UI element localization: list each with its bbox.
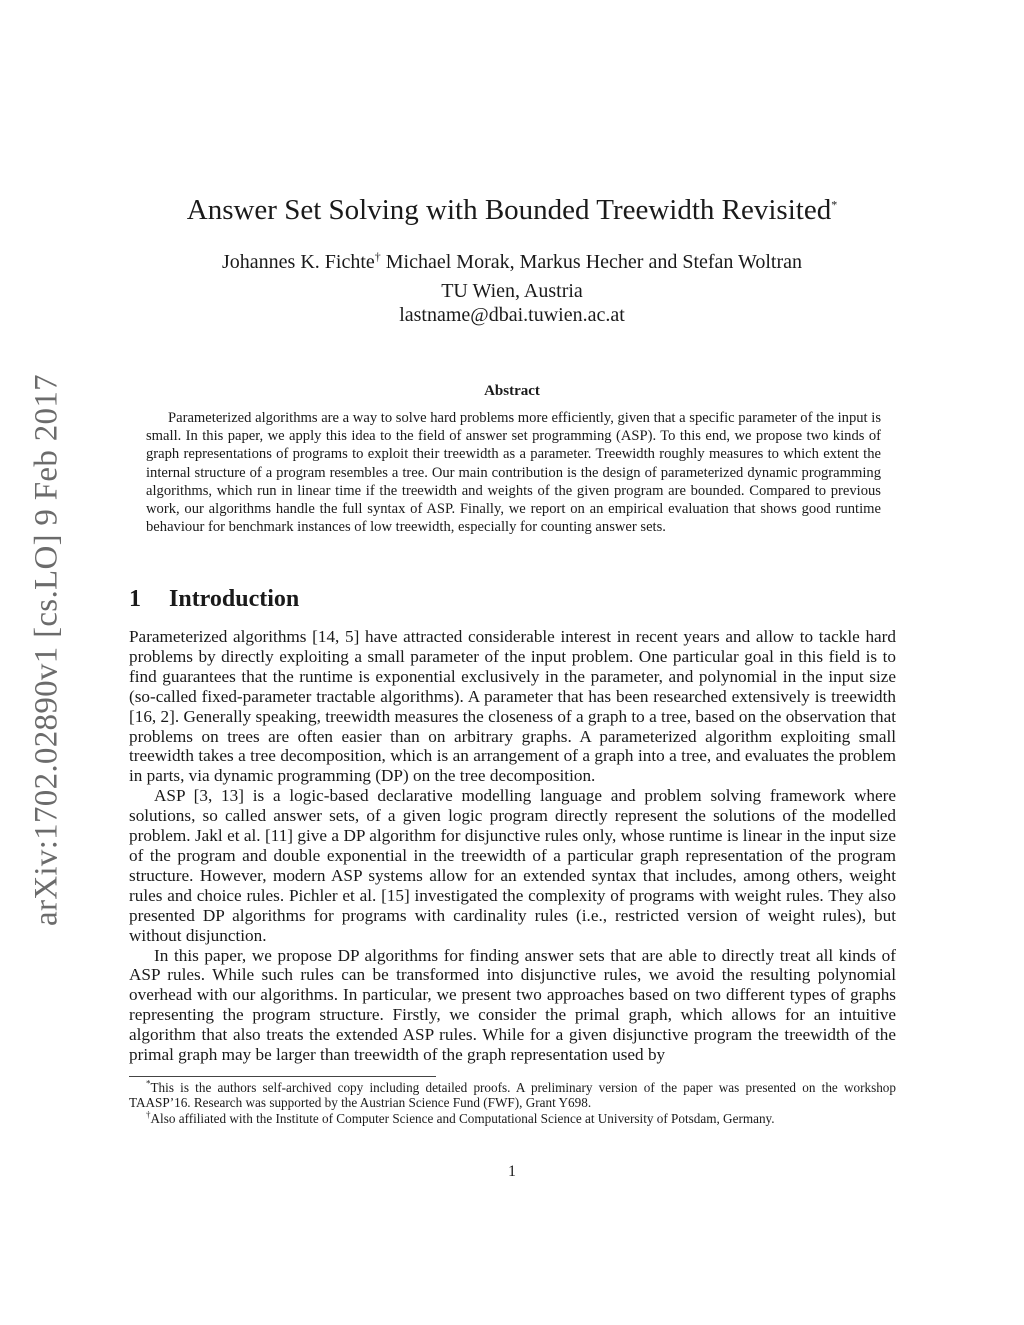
arxiv-identifier-stamp: arXiv:1702.02890v1 [cs.LO] 9 Feb 2017	[28, 374, 65, 926]
paper-title	[0, 190, 1024, 230]
paper-title-text: Answer Set Solving with Bounded Treewidth Revisited	[186, 194, 832, 226]
footnote-divider	[129, 1076, 436, 1077]
affiliation: TU Wien, Austria	[441, 280, 583, 302]
section-title: Introduction	[169, 586, 300, 612]
footnotes	[129, 1080, 896, 1126]
paragraph-1: Parameterized algorithms [14, 5] have attracted considerable interest in recent years and allow to tackle hard problems by directly exploiting a small parameter of the input problem. One particular goal in this field is to find guarantees that the runtime is exponential exclusively in the parameter, and polynomial in the input size (so-called fixed-parameter tractable algorithms). A parameter that has been researched extensively is treewidth [16, 2]. Generally speaking, treewidth measures the closeness of a graph to a tree, based on the observation that problems on trees are often easier than on arbitrary graphs. A parameterized algorithm exploiting small treewidth takes a tree decomposition, which is an arrangement of a graph into a tree, and evaluates the problem in parts, via dynamic programming (DP) on the tree decomposition.	[129, 627, 896, 786]
paragraph-3: In this paper, we propose DP algorithms for finding answer sets that are able to directly treat all kinds of ASP rules. While such rules can be transformed into disjunctive rules, we avoid the resulting polynomial overhead with our algorithms. In particular, we present two approaches based on two different types of graphs representing the program structure. Firstly, we consider the primal graph, which allows for an intuitive algorithm that also treats the extended ASP rules. While for a given disjunctive program the treewidth of the primal graph may be larger than treewidth of the graph representation used by	[129, 945, 896, 1065]
section-number: 1	[129, 586, 141, 612]
author-email: lastname@dbai.tuwien.ac.at	[399, 304, 625, 326]
introduction-body	[129, 627, 896, 1065]
author-footnote-mark: †	[374, 249, 381, 264]
footnote-2-mark: †	[146, 1109, 151, 1120]
abstract-heading: Abstract	[484, 383, 540, 399]
author-list	[0, 249, 1024, 275]
title-footnote-mark: *	[831, 197, 838, 212]
abstract-text: Parameterized algorithms are a way to solve hard problems more efficiently, given that a specific parameter of the input is small. In this paper, we apply this idea to the field of answer set programming (ASP). To this end, we propose two kinds of graph representations of programs to exploit their treewidth as a parameter. Treewidth roughly measures to which extent the internal structure of a program resembles a tree. Our main contribution is the design of parameterized dynamic programming algorithms, which run in linear time if the treewidth and weights of the given program are bounded. Compared to previous work, our algorithms handle the full syntax of ASP. Finally, we report on an empirical evaluation that shows good runtime behaviour for benchmark instances of low treewidth, especially for counting answer sets.	[146, 410, 881, 536]
footnote-1	[129, 1080, 896, 1111]
page-number: 1	[508, 1163, 516, 1180]
footnote-2	[129, 1111, 896, 1126]
footnote-1-text: This is the authors self-archived copy including detailed proofs. A preliminary version of the paper was presented on the workshop TAASP’16. Research was supported by the Austrian Science Fund (FWF), Grant Y698.	[129, 1080, 896, 1111]
other-authors: Michael Morak, Markus Hecher and Stefan Woltran	[380, 251, 802, 273]
footnote-2-text: Also affiliated with the Institute of Computer Science and Computational Science at University of Potsdam, Germany.	[150, 1110, 775, 1126]
paragraph-2: ASP [3, 13] is a logic-based declarative modelling language and problem solving framework where solutions, so called answer sets, of a given logic program directly represent the solutions of the modelled problem. Jakl et al. [11] give a DP algorithm for disjunctive rules only, whose runtime is linear in the input size of the program and double exponential in the treewidth of a particular graph representation of the program structure. However, modern ASP systems allow for an extended syntax that includes, among others, weight rules and choice rules. Pichler et al. [15] investigated the complexity of programs with weight rules. They also presented DP algorithms for programs with cardinality rules (i.e., restricted version of weight rules), but without disjunction.	[129, 786, 896, 945]
first-author: Johannes K. Fichte	[222, 251, 375, 273]
section-heading	[129, 583, 299, 615]
footnote-1-mark: *	[146, 1078, 151, 1089]
